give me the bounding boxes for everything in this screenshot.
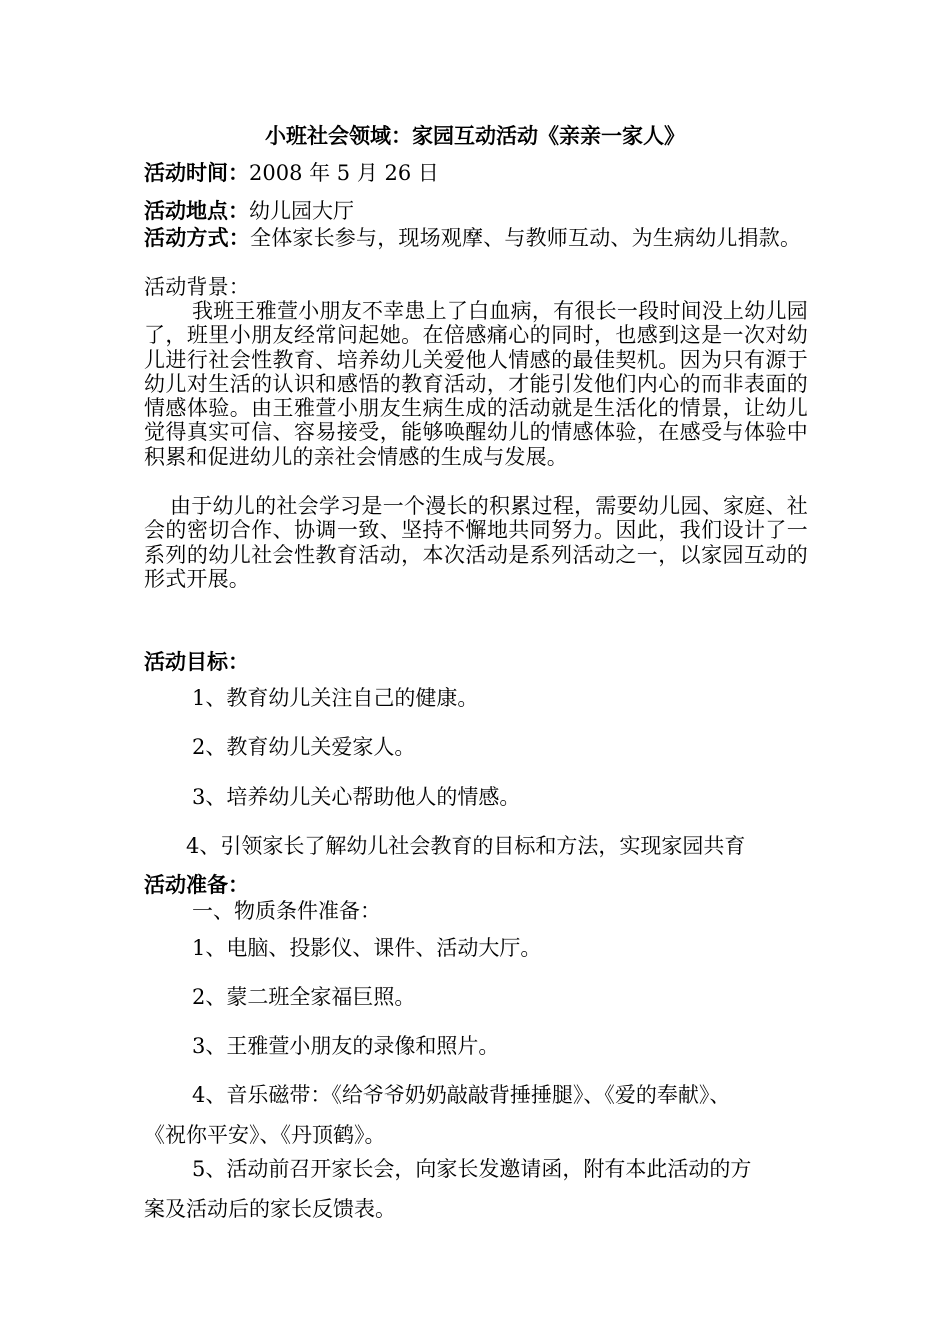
prep-heading: 活动准备： <box>144 872 249 897</box>
prep-item: 2、蒙二班全家福巨照。 <box>192 985 416 1009</box>
activity-time-value: 2008 年 5 月 26 日 <box>249 161 439 185</box>
background-paragraph-1: 我班王雅萱小朋友不幸患上了白血病，有很长一段时间没上幼儿园了，班里小朋友经常问起她。在倍感痛心的同时，也感到这是一次对幼儿进行社会性教育、培养幼儿关爱他人情感的最佳契机。因为只有源于幼儿对生活的认识和感悟的教育活动，才能引发他们内心的而非表面的情感体验。由王雅萱小朋友生病生成的活动就是生活化的情景，让幼儿觉得真实可信、容易接受，能够唤醒幼儿的情感体验，在感受与体验中积累和促进幼儿的亲社会情感的生成与发展。 <box>144 299 808 469</box>
activity-place-label: 活动地点： <box>144 198 249 223</box>
activity-place-value: 幼儿园大厅 <box>249 199 354 223</box>
prep-item-continued: 案及活动后的家长反馈表。 <box>144 1197 396 1221</box>
activity-background-label: 活动背景： <box>144 275 250 299</box>
prep-subheading: 一、物质条件准备： <box>192 899 381 923</box>
prep-item: 5、活动前召开家长会，向家长发邀请函，附有本此活动的方 <box>192 1157 752 1181</box>
activity-place <box>144 198 814 224</box>
goal-item: 4、引领家长了解幼儿社会教育的目标和方法，实现家园共育 <box>186 834 746 858</box>
goal-item: 1、教育幼儿关注自己的健康。 <box>192 686 479 710</box>
goal-item: 3、培养幼儿关心帮助他人的情感。 <box>192 785 521 809</box>
goal-item: 2、教育幼儿关爱家人。 <box>192 735 416 759</box>
prep-item: 3、王雅萱小朋友的录像和照片。 <box>192 1034 500 1058</box>
prep-item: 1、电脑、投影仪、课件、活动大厅。 <box>192 936 542 960</box>
activity-time <box>144 160 814 186</box>
activity-method-value: 全体家长参与，现场观摩、与教师互动、为生病幼儿捐款。 <box>250 226 802 250</box>
background-paragraph-2: 由于幼儿的社会学习是一个漫长的积累过程，需要幼儿园、家庭、社会的密切合作、协调一致、坚持不懈地共同努力。因此，我们设计了一系列的幼儿社会性教育活动，本次活动是系列活动之一，以家园互动的形式开展。 <box>144 494 808 591</box>
activity-method-label: 活动方式： <box>144 225 250 250</box>
goals-heading: 活动目标： <box>144 649 249 674</box>
activity-method <box>144 226 808 250</box>
prep-item: 4、音乐磁带：《给爷爷奶奶敲敲背捶捶腿》、《爱的奉献》、 <box>192 1083 731 1107</box>
document-title: 小班社会领域：家园互动活动《亲亲一家人》 <box>265 123 685 148</box>
prep-item-continued: 《祝你平安》、《丹顶鹤》。 <box>144 1123 386 1147</box>
activity-time-label: 活动时间： <box>144 160 249 185</box>
